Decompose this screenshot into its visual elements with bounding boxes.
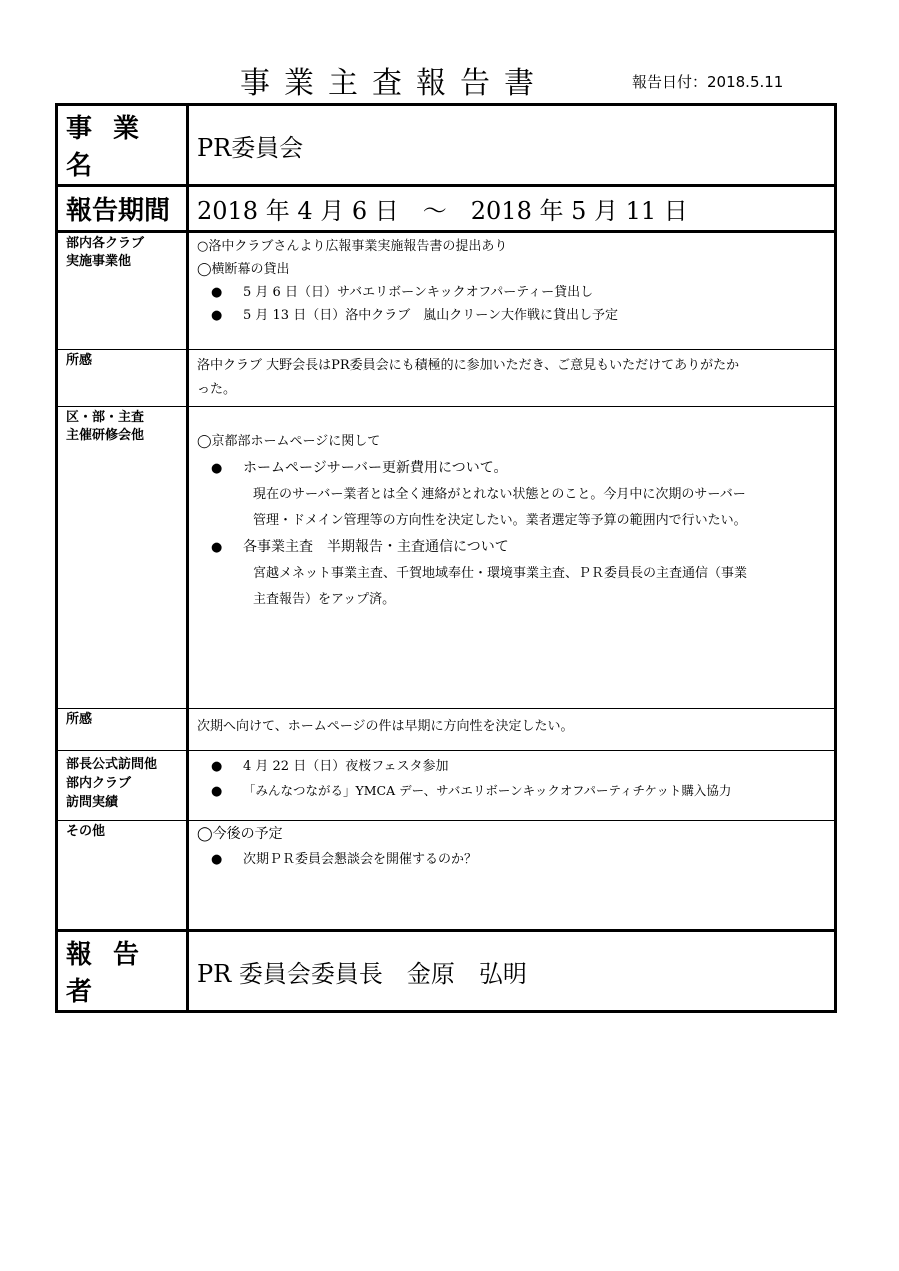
row-club-activities	[57, 232, 836, 350]
bullet-text: 4 月 22 日（日）夜桜フェスタ参加	[243, 759, 449, 774]
bullet-text: 5 月 13 日（日）洛中クラブ 嵐山クリーン大作戦に貸出し予定	[243, 308, 618, 323]
bullet-item	[197, 455, 826, 482]
reporter-value: PR 委員会委員長 金原 弘明	[188, 931, 836, 1012]
impression-label: 所感	[57, 350, 188, 407]
section-heading: ◯京都部ホームページに関して	[197, 434, 381, 449]
sub-line: 管理・ドメイン管理等の方向性を決定したい。業者選定等予算の範囲内で行いたい。	[253, 513, 747, 528]
sub-line: 現在のサーバー業者とは全く連絡がとれない状態とのこと。今月中に次期のサーバー	[253, 487, 746, 502]
reporter-label: 報 告 者	[57, 931, 188, 1012]
row-project	[57, 105, 836, 186]
bullet-text: 「みんなつながる」YMCA デー、サバエリボーンキックオフパーティチケット購入協力	[243, 783, 732, 798]
project-value: PR委員会	[188, 105, 836, 186]
other-label: その他	[57, 821, 188, 931]
report-table	[55, 103, 837, 1013]
text-line: 洛中クラブ 大野会長はPR委員会にも積極的に参加いただき、ご意見もいただけてありがたか	[197, 358, 740, 373]
district-label	[57, 407, 188, 709]
bullet-item	[197, 847, 826, 873]
row-district	[57, 407, 836, 709]
row-visits	[57, 751, 836, 821]
sub-line: 宮越メネット事業主査、千賀地域奉仕・環境事業主査、ＰＲ委員長の主査通信（事業	[253, 566, 748, 581]
bullet-item	[197, 304, 826, 327]
label-line: 部長公式訪問他	[66, 757, 158, 772]
visits-label	[57, 751, 188, 821]
row-reporter	[57, 931, 836, 1012]
row-other	[57, 821, 836, 931]
impression-content: 次期へ向けて、ホームページの件は早期に方向性を決定したい。	[188, 709, 836, 751]
bullet-icon: ●	[211, 852, 223, 867]
row-impression-2	[57, 709, 836, 751]
bullet-item	[197, 779, 826, 804]
section-heading: ◯今後の予定	[197, 826, 283, 842]
impression-content	[188, 350, 836, 407]
bullet-icon: ●	[211, 784, 223, 799]
bullet-text: 5 月 6 日（日）サバエリボーンキックオフパーティー貸出し	[243, 285, 594, 300]
bullet-text: 各事業主査 半期報告・主査通信について	[243, 539, 509, 555]
label-line: 部内クラブ	[66, 776, 132, 791]
bullet-text: 次期ＰＲ委員会懇談会を開催するのか？	[243, 852, 478, 867]
sub-line: 主査報告）をアップ済。	[253, 592, 396, 607]
district-content	[188, 407, 836, 709]
list-item: ◯横断幕の貸出	[197, 262, 290, 277]
club-activities-content	[188, 232, 836, 350]
bullet-item	[197, 534, 826, 561]
bullet-icon: ●	[211, 308, 223, 323]
bullet-icon: ●	[211, 759, 223, 774]
document-title: 事業主査報告書	[240, 66, 548, 101]
project-label: 事 業 名	[57, 105, 188, 186]
row-impression-1	[57, 350, 836, 407]
label-line: 実施事業他	[66, 254, 132, 269]
report-date: 報告日付：2018.5.11	[632, 73, 784, 91]
row-period	[57, 186, 836, 232]
text-line: った。	[197, 382, 237, 397]
list-item: ○洛中クラブさんより広報事業実施報告書の提出あり	[197, 239, 508, 254]
period-label: 報告期間	[57, 186, 188, 232]
bullet-icon: ●	[211, 540, 223, 555]
impression-label: 所感	[57, 709, 188, 751]
club-activities-label	[57, 232, 188, 350]
label-line: 区・部・主査	[66, 410, 145, 425]
bullet-item	[197, 281, 826, 304]
bullet-text: ホームページサーバー更新費用について。	[243, 460, 508, 476]
bullet-icon: ●	[211, 461, 223, 476]
label-line: 訪問実績	[66, 795, 119, 810]
visits-content	[188, 751, 836, 821]
period-value: 2018 年 4 月 6 日 ～ 2018 年 5 月 11 日	[188, 186, 836, 232]
label-line: 主催研修会他	[66, 428, 145, 443]
bullet-icon: ●	[211, 285, 223, 300]
label-line: 部内各クラブ	[66, 236, 145, 251]
bullet-item	[197, 755, 826, 779]
other-content	[188, 821, 836, 931]
